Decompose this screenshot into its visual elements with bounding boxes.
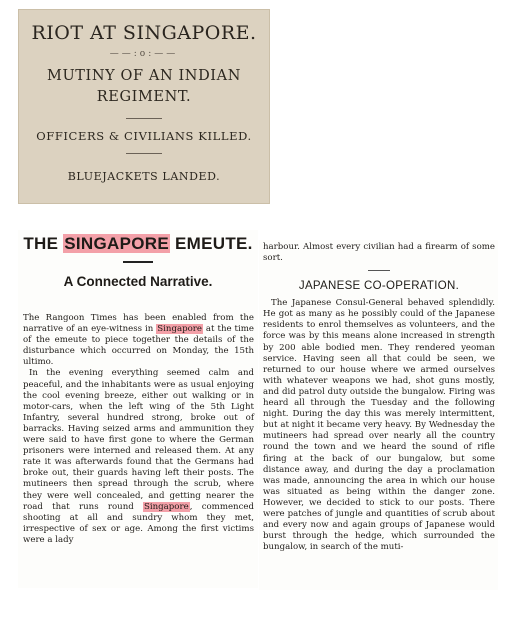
p2-text-a: In the evening everything seemed calm and peaceful, and the inhabitants were as usual enjoying the cool evening breeze, either out walking or in motor-cars, when the left wing of the 5th Light Infantry, several hundred strong, broke out of barracks. Having seized arms and ammunition they were said to have first gone to where the German prisoners were interned and released them. At any rate it was afterwards found that the Germans had broke out, their guards having left their posts. The mutineers then spread through the scrub, where they were well concealed, and getting nearer the road that runs round [23,368,254,512]
divider [126,153,162,154]
section-heading: JAPANESE CO-OPERATION. [298,280,460,293]
headline: RIOT AT SINGAPORE. [31,22,257,44]
p1-text-b: at the time of the emeute to piece together the details of the disturbance which occurred on Monday, the 15th ultimo. [23,324,254,368]
right-clipping [259,240,498,590]
title-highlight: SINGAPORE [64,234,169,253]
highlight-singapore: Singapore [144,501,189,512]
article-body-left [18,313,258,546]
top-clipping [18,9,270,204]
title-post: EMEUTE. [169,234,253,253]
title-pre: THE [23,234,64,253]
p1-text-a: The Rangoon Times has been enabled from the narrative of an eye-witness in [23,313,254,335]
paragraph-2 [23,368,254,546]
highlight-singapore: Singapore [157,324,202,335]
article-body-right [263,298,495,553]
deck-officers: OFFICERS & CIVILIANS KILLED. [36,129,252,143]
divider [126,118,162,119]
section-rule [368,270,390,271]
deck-bluejackets: BLUEJACKETS LANDED. [67,170,221,183]
subheadline: MUTINY OF AN INDIAN REGIMENT. [47,68,241,105]
title-rule [123,261,153,263]
paragraph-1 [23,313,254,368]
p2-text-b: , commenced shooting at all and sundry whom they met, irrespective of sex or age. Among the first victims were a lady [23,501,254,545]
separator: ——:o:—— [109,49,179,59]
continuation-text: harbour. Almost every civilian had a firearm of some sort. [263,242,495,264]
article-title [18,234,258,254]
left-clipping [18,230,258,588]
article-subtitle: A Connected Narrative. [63,274,213,289]
paragraph-japanese: The Japanese Consul-General behaved splendidly. He got as many as he possibly could of the Japanese residents to enrol themselves as volunteers, and the force was by this means alone increased in strength by 200 able bodied men. They rendered yeoman service. Having seen all that could be seen, we returned to our house where we armed ourselves with whatever weapons we had, shot guns mostly, and did patrol duty outside the bungalow. Firing was heard all through the Tuesday and the following night. During the day this was merely intermittent, but at night it became very heavy. By Wednesday the mutineers had spread over nearly all the country round the town and we heard the sound of rifle firing at the back of our bungalow, but some distance away, and during the day a proclamation was made, announcing the area in which our house was situated as being within the danger zone. However, we decided to stick to our posts. There were patches of jungle and quantities of scrub about and every now and again groups of Japanese would burst through the hedge, which surrounded the bungalow, in search of the muti- [263,298,495,553]
